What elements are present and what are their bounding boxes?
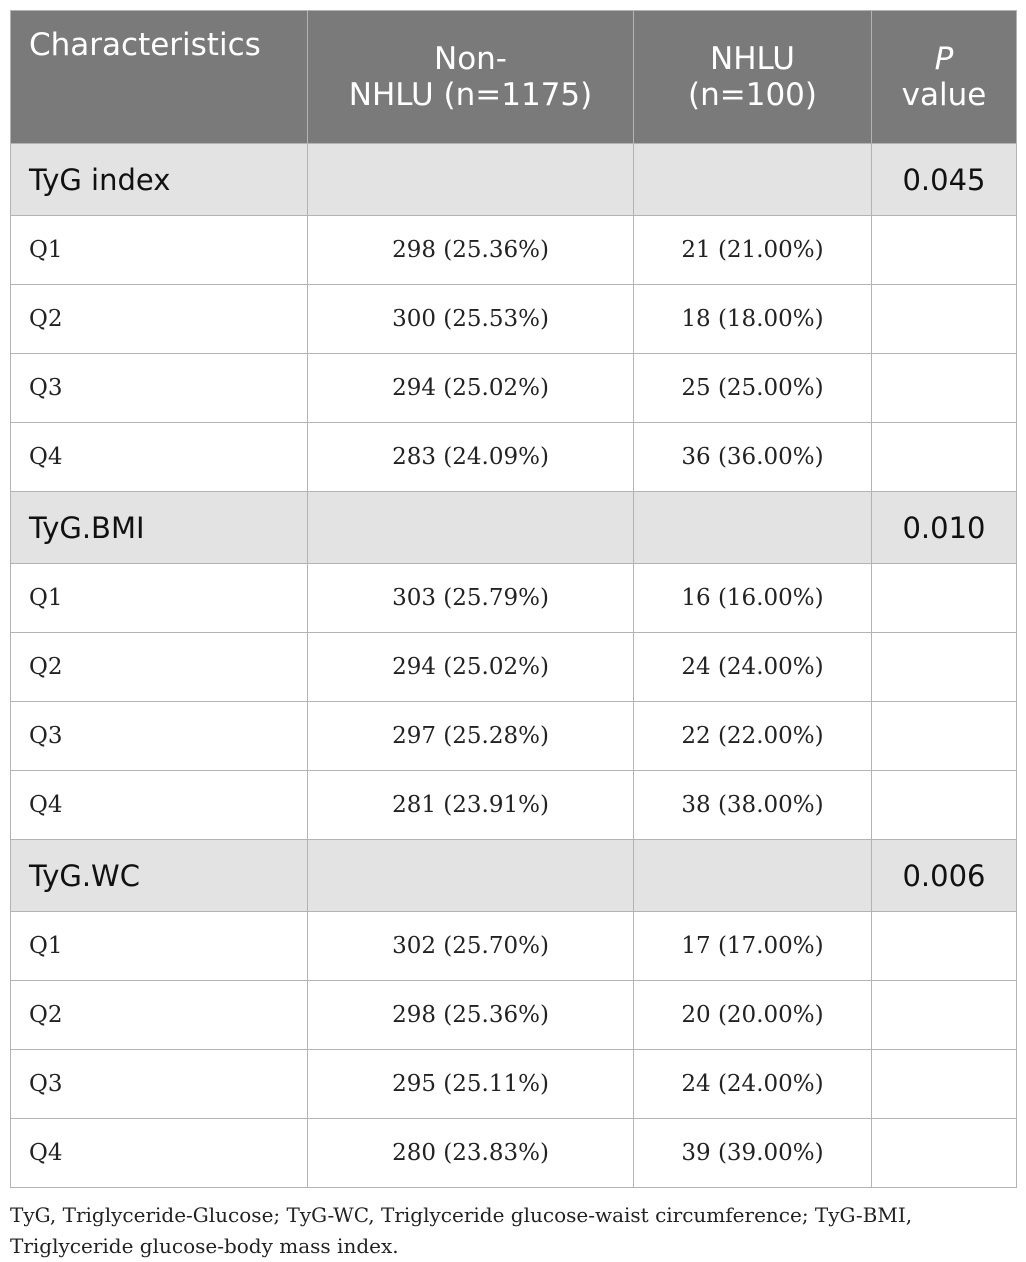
empty-p-cell	[872, 771, 1017, 840]
empty-p-cell	[872, 1119, 1017, 1188]
group-empty-cell	[308, 492, 634, 564]
quartile-label: Q4	[11, 423, 308, 492]
group-row-tyg-index	[11, 144, 1017, 216]
group-row-tyg-bmi	[11, 492, 1017, 564]
non-nhlu-value: 298 (25.36%)	[308, 981, 634, 1050]
group-p-value: 0.010	[872, 492, 1017, 564]
group-empty-cell	[308, 840, 634, 912]
nhlu-value: 18 (18.00%)	[634, 285, 872, 354]
group-label: TyG index	[11, 144, 308, 216]
group-label: TyG.BMI	[11, 492, 308, 564]
nhlu-value: 17 (17.00%)	[634, 912, 872, 981]
table-row	[11, 981, 1017, 1050]
empty-p-cell	[872, 702, 1017, 771]
quartile-label: Q2	[11, 285, 308, 354]
table-row	[11, 633, 1017, 702]
quartile-label: Q3	[11, 354, 308, 423]
empty-p-cell	[872, 564, 1017, 633]
table-row	[11, 912, 1017, 981]
nhlu-value: 25 (25.00%)	[634, 354, 872, 423]
quartile-label: Q2	[11, 633, 308, 702]
table-container	[10, 10, 1016, 1262]
header-nhlu-line1: NHLU	[710, 41, 795, 77]
empty-p-cell	[872, 981, 1017, 1050]
table-row	[11, 702, 1017, 771]
nhlu-value: 20 (20.00%)	[634, 981, 872, 1050]
header-nhlu	[634, 11, 872, 144]
quartile-label: Q1	[11, 216, 308, 285]
quartile-label: Q3	[11, 702, 308, 771]
group-empty-cell	[634, 840, 872, 912]
quartile-label: Q4	[11, 771, 308, 840]
empty-p-cell	[872, 633, 1017, 702]
table-footnote: TyG, Triglyceride-Glucose; TyG-WC, Triglyceride glucose-waist circumference; TyG-BMI, Triglyceride glucose-body mass index.	[10, 1203, 913, 1258]
header-nhlu-line2: (n=100)	[688, 77, 817, 113]
quartile-table	[10, 10, 1017, 1188]
header-characteristics: Characteristics	[11, 11, 308, 144]
group-empty-cell	[308, 144, 634, 216]
empty-p-cell	[872, 216, 1017, 285]
header-non-nhlu-line1: Non-	[434, 41, 507, 77]
nhlu-value: 24 (24.00%)	[634, 1050, 872, 1119]
table-row	[11, 771, 1017, 840]
non-nhlu-value: 283 (24.09%)	[308, 423, 634, 492]
group-row-tyg-wc	[11, 840, 1017, 912]
table-row	[11, 423, 1017, 492]
quartile-label: Q1	[11, 564, 308, 633]
table-row	[11, 216, 1017, 285]
group-p-value: 0.006	[872, 840, 1017, 912]
table-row	[11, 1050, 1017, 1119]
nhlu-value: 36 (36.00%)	[634, 423, 872, 492]
quartile-label: Q2	[11, 981, 308, 1050]
group-empty-cell	[634, 144, 872, 216]
non-nhlu-value: 294 (25.02%)	[308, 354, 634, 423]
empty-p-cell	[872, 354, 1017, 423]
header-non-nhlu-line2: NHLU (n=1175)	[348, 77, 593, 113]
group-p-value: 0.045	[872, 144, 1017, 216]
quartile-label: Q3	[11, 1050, 308, 1119]
group-label: TyG.WC	[11, 840, 308, 912]
table-header	[11, 11, 1017, 144]
table-row	[11, 564, 1017, 633]
table-row	[11, 285, 1017, 354]
nhlu-value: 38 (38.00%)	[634, 771, 872, 840]
empty-p-cell	[872, 285, 1017, 354]
non-nhlu-value: 298 (25.36%)	[308, 216, 634, 285]
nhlu-value: 22 (22.00%)	[634, 702, 872, 771]
header-p-letter: P	[934, 41, 954, 77]
group-empty-cell	[634, 492, 872, 564]
non-nhlu-value: 294 (25.02%)	[308, 633, 634, 702]
non-nhlu-value: 295 (25.11%)	[308, 1050, 634, 1119]
header-p-value	[872, 11, 1017, 144]
nhlu-value: 24 (24.00%)	[634, 633, 872, 702]
non-nhlu-value: 300 (25.53%)	[308, 285, 634, 354]
non-nhlu-value: 303 (25.79%)	[308, 564, 634, 633]
quartile-label: Q1	[11, 912, 308, 981]
non-nhlu-value: 281 (23.91%)	[308, 771, 634, 840]
quartile-label: Q4	[11, 1119, 308, 1188]
empty-p-cell	[872, 912, 1017, 981]
nhlu-value: 16 (16.00%)	[634, 564, 872, 633]
non-nhlu-value: 302 (25.70%)	[308, 912, 634, 981]
empty-p-cell	[872, 423, 1017, 492]
non-nhlu-value: 297 (25.28%)	[308, 702, 634, 771]
table-row	[11, 354, 1017, 423]
table-body	[11, 144, 1017, 1188]
empty-p-cell	[872, 1050, 1017, 1119]
header-p-word: value	[901, 77, 987, 113]
header-non-nhlu	[308, 11, 634, 144]
table-row	[11, 1119, 1017, 1188]
nhlu-value: 39 (39.00%)	[634, 1119, 872, 1188]
nhlu-value: 21 (21.00%)	[634, 216, 872, 285]
header-row	[11, 11, 1017, 144]
non-nhlu-value: 280 (23.83%)	[308, 1119, 634, 1188]
